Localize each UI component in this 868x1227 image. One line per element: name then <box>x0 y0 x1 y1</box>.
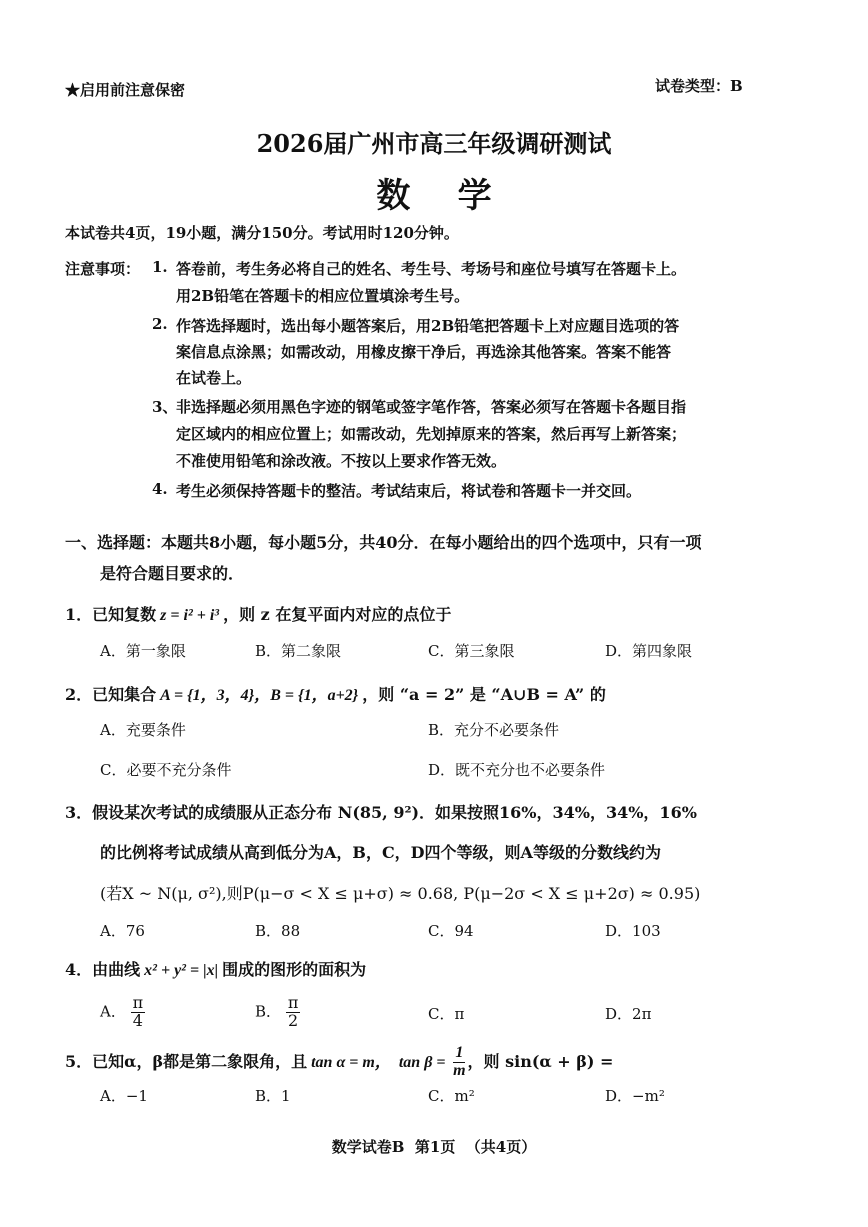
notice-3-line: 定区域内的相应位置上；如需改动，先划掉原来的答案，然后再写上新答案； <box>176 425 687 443</box>
option-b: B．1 <box>255 1087 291 1105</box>
exam-intro: 本试卷共4页，19小题，满分150分。考试用时120分钟。 <box>65 224 459 242</box>
option-c: C．必要不充分条件 <box>100 761 232 779</box>
section-1-heading: 一、选择题：本题共8小题，每小题5分，共40分．在每小题给出的四个选项中，只有一项 <box>65 533 702 552</box>
question-text: 已知集合 <box>92 685 157 704</box>
fraction-numerator: π <box>287 993 299 1012</box>
formula: x² + y² = |x| <box>144 962 219 979</box>
subject-title: 数 学 <box>376 176 492 216</box>
option-b: B．88 <box>255 922 301 940</box>
option-d <box>605 1003 651 1024</box>
option-b: B．充分不必要条件 <box>428 721 560 739</box>
option-d: D．103 <box>605 922 661 940</box>
option-c <box>428 1003 464 1024</box>
confidential-note: ★启用前注意保密 <box>65 81 186 99</box>
fraction <box>286 995 301 1030</box>
question-number: 2． <box>65 685 93 704</box>
paper-type-label: 试卷类型：B <box>655 77 743 95</box>
notice-1-num: 1. <box>152 258 168 276</box>
question-3 <box>65 800 697 823</box>
question-text: 由曲线 <box>92 960 141 979</box>
question-text: ，则 sin(α + β) = <box>467 1051 614 1071</box>
question-number: 4． <box>65 960 93 979</box>
option-letter: A． <box>100 1002 126 1021</box>
question-text: ，则 “a = 2” 是 “A∪B = A” 的 <box>362 685 606 704</box>
notice-2-num: 2. <box>152 315 168 333</box>
fraction-denominator: m <box>453 1061 466 1079</box>
option-a <box>100 995 145 1030</box>
option-a: A．充要条件 <box>100 721 186 739</box>
notice-3-line: 非选择题必须用黑色字迹的钢笔或签字笔作答，答案必须写在答题卡各题目指 <box>176 398 687 416</box>
formula: tan β = <box>398 1053 446 1071</box>
fraction-denominator: 2 <box>287 1010 299 1030</box>
question-text: ，则 z 在复平面内对应的点位于 <box>223 605 452 624</box>
fraction <box>131 995 146 1030</box>
notice-2-line: 在试卷上。 <box>176 369 252 387</box>
option-d: D．第四象限 <box>605 642 693 660</box>
fraction-numerator: π <box>132 993 144 1012</box>
formula: z = i² + i³ <box>160 607 220 624</box>
option-a: A．76 <box>100 922 145 940</box>
question-text: 已知α，β都是第二象限角，且 <box>92 1051 308 1071</box>
section-1-heading-cont: 是符合题目要求的． <box>100 564 245 583</box>
question-text: 已知复数 <box>92 605 157 624</box>
question-2 <box>65 682 606 705</box>
option-value: π <box>454 1005 465 1023</box>
option-letter: B． <box>255 1002 282 1021</box>
option-a: A．第一象限 <box>100 642 186 660</box>
question-text: 假设某次考试的成绩服从正态分布 N(85, 9²)．如果按照16%，34%，34%，16% <box>92 803 697 822</box>
question-number: 5． <box>65 1051 93 1071</box>
question-3-hint: (若X ~ N(μ, σ²),则P(μ−σ < X ≤ μ+σ) ≈ 0.68, P(μ−2σ < X ≤ μ+2σ) ≈ 0.95) <box>100 884 701 903</box>
option-letter: D． <box>605 1005 633 1023</box>
formula: A = {1，3，4}，B = {1，a+2} <box>160 687 359 704</box>
option-d: D．既不充分也不必要条件 <box>428 761 606 779</box>
page-footer: 数学试卷B 第1页 （共4页） <box>331 1138 537 1156</box>
notice-4-line: 考生必须保持答题卡的整洁。考试结束后，将试卷和答题卡一并交回。 <box>176 482 642 500</box>
option-c: C．第三象限 <box>428 642 515 660</box>
question-number: 1． <box>65 605 93 624</box>
question-1 <box>65 602 451 625</box>
question-number: 3． <box>65 803 93 822</box>
notice-2-line: 案信息点涂黑；如需改动，用橡皮擦干净后，再选涂其他答案。答案不能答 <box>176 343 672 361</box>
option-b: B．第二象限 <box>255 642 342 660</box>
notice-4-num: 4. <box>152 480 168 498</box>
option-b <box>255 995 300 1030</box>
question-4 <box>65 957 366 980</box>
formula: tan α = m， <box>311 1053 391 1071</box>
question-5 <box>65 1045 613 1080</box>
option-c: C．m² <box>428 1087 475 1105</box>
question-3-line: 的比例将考试成绩从高到低分为A，B，C，D四个等级，则A等级的分数线约为 <box>100 843 661 862</box>
option-value: 2π <box>632 1005 652 1023</box>
notice-1-line: 用2B铅笔在答题卡的相应位置填涂考生号。 <box>176 287 470 305</box>
option-letter: C． <box>428 1005 455 1023</box>
notice-3-line: 不准使用铅笔和涂改液。不按以上要求作答无效。 <box>176 452 507 470</box>
notice-1-line: 答卷前，考生务必将自己的姓名、考生号、考场号和座位号填写在答题卡上。 <box>176 260 687 278</box>
option-c: C．94 <box>428 922 474 940</box>
question-text: 围成的图形的面积为 <box>222 960 367 979</box>
option-d: D．−m² <box>605 1087 665 1105</box>
notice-label: 注意事项： <box>65 260 141 278</box>
fraction <box>451 1045 467 1080</box>
notice-2-line: 作答选择题时，选出每小题答案后，用2B铅笔把答题卡上对应题目选项的答 <box>176 317 680 335</box>
notice-3-num: 3、 <box>152 398 178 416</box>
fraction-denominator: 4 <box>132 1010 143 1030</box>
exam-title: 2026届广州市高三年级调研测试 <box>256 129 612 158</box>
fraction-numerator: 1 <box>455 1044 464 1061</box>
option-a: A．−1 <box>100 1087 148 1105</box>
